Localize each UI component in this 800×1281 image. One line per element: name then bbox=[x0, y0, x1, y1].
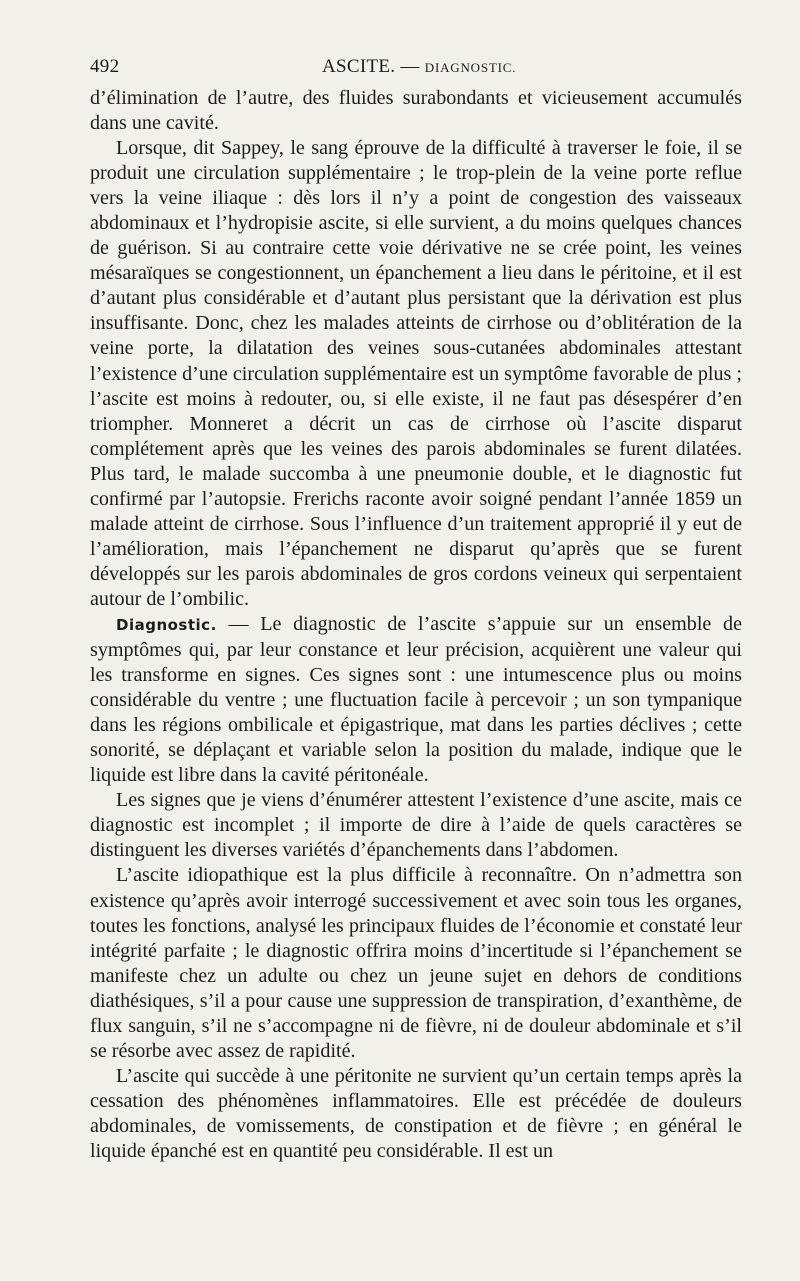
page-number: 492 bbox=[90, 56, 120, 77]
paragraph-diagnostic-text: — Le diagnostic de l’ascite s’appuie sur un ensemble de symptômes qui, par leur constance et leur précision, acquièrent une valeur qui les transforme en signes. Ces signes sont : une intumescence plus ou moins considérable du ventre ; une fluctuation facile à percevoir ; un son tympanique dans les régions ombilicale et épigastrique, mat dans les parties déclives ; cette sonorité, se déplaçant et variable selon la position du malade, indique que le liquide est libre dans la cavité péritonéale. bbox=[90, 612, 742, 787]
chapter-title: ASCITE. bbox=[322, 56, 396, 77]
paragraph-ascite-idiopathique: L’ascite idiopathique est la plus difficile à reconnaître. On n’admettra son existence qu’après avoir interrogé successivement et avec soin tous les organes, toutes les fonctions, analysé les principaux fluides de l’économie et constaté leur intégrité parfaite ; le diagnostic offrira moins d’incertitude si l’épanchement se manifeste chez un adulte ou chez un jeune sujet en dehors de conditions diathésiques, s’il a pour cause une suppression de transpiration, d’exanthème, de flux sanguin, s’il ne s’accompagne ni de fièvre, ni de douleur abdominale et s’il se résorbe avec assez de rapidité. bbox=[90, 864, 742, 1062]
paragraph-ascite-peritonite: L’ascite qui succède à une péritonite ne survient qu’un certain temps après la cessation des phénomènes inflammatoires. Elle est précédée de douleurs abdominales, de vomissements, de constipation et de fièvre ; en général le liquide épanché est en quantité peu considérable. Il est un bbox=[90, 1064, 742, 1162]
paragraph-diagnostic bbox=[90, 612, 742, 788]
section-subtitle: DIAGNOSTIC. bbox=[424, 60, 517, 75]
title-separator: — bbox=[400, 56, 420, 77]
paragraph-sappey: Lorsque, dit Sappey, le sang éprouve de la difficulté à traverser le foie, il se produit une circulation supplémentaire ; le trop-plein de la veine porte reflue vers la veine iliaque : dès lors il n’y a point de congestion des vaisseaux abdominaux et l’hydropisie ascite, si elle survient, a du moins quelques chances de guérison. Si au contraire cette voie dérivative ne se crée point, les veines mésaraïques se congestionnent, un épanchement a lieu dans le péritoine, et il est d’autant plus considérable et d’autant plus persistant que la dérivation est plus insuffisante. Donc, chez les malades atteints de cirrhose ou d’oblitération de la veine porte, la dilatation des veines sous-cutanées abdominales attestant l’existence d’une circulation supplémentaire est un symptôme favorable de plus ; l’ascite est moins à redouter, ou, si elle existe, il ne faut pas désespérer d’en triompher. Monneret a décrit un cas de cirrhose où l’ascite disparut complétement après que les veines des parois abdominales se furent dilatées. Plus tard, le malade succomba à une pneumonie double, et le diagnostic fut confirmé par l’autopsie. Frerichs raconte avoir soigné pendant l’année 1859 un malade atteint de cirrhose. Sous l’influence d’un traitement approprié il y eut de l’amélioration, mais l’épanchement ne disparut qu’après que se furent développés sur les parois abdominales de gros cordons veineux qui serpentaient autour de l’ombilic. bbox=[90, 137, 742, 610]
paragraph-signes: Les signes que je viens d’énumérer attestent l’existence d’une ascite, mais ce diagnostic est incomplet ; il importe de dire à l’aide de quels caractères se distinguent les diverses variétés d’épanchements dans l’abdomen. bbox=[90, 789, 742, 862]
body-text bbox=[90, 86, 742, 1164]
section-heading-diagnostic: Diagnostic. bbox=[116, 615, 217, 634]
running-header bbox=[90, 56, 742, 86]
paragraph-continuation: d’élimination de l’autre, des fluides surabondants et vicieusement accumulés dans une cavité. bbox=[90, 87, 742, 135]
running-title bbox=[322, 56, 516, 78]
